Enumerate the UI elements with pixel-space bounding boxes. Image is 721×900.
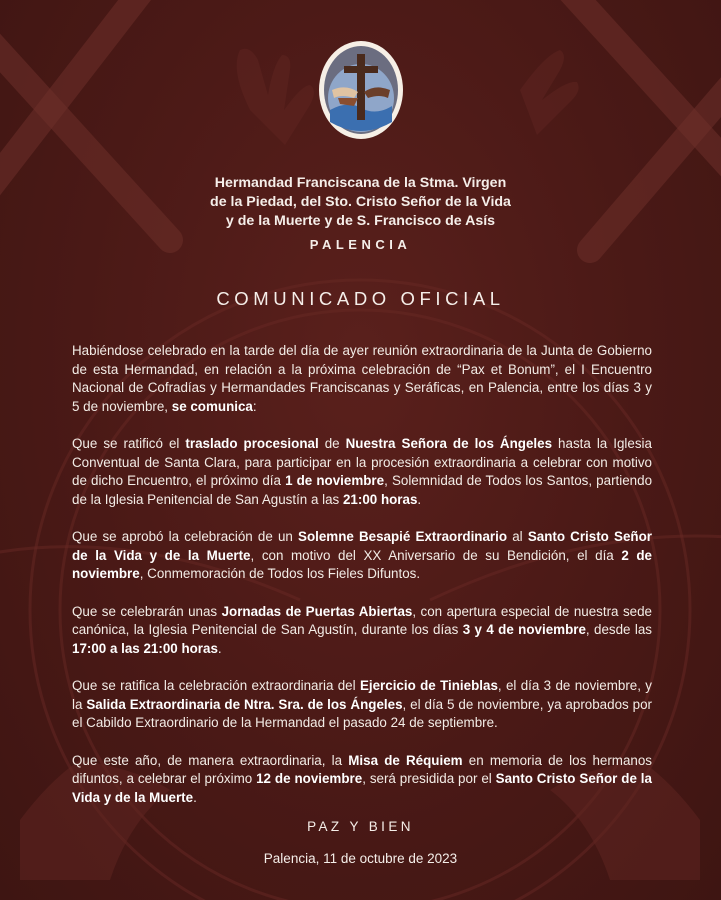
brotherhood-header xyxy=(0,174,721,252)
brotherhood-name-line-1: Hermandad Franciscana de la Stma. Virgen xyxy=(214,175,507,191)
city-name: PALENCIA xyxy=(309,237,412,252)
brotherhood-name-line-2: de la Piedad, del Sto. Cristo Señor de la Vida xyxy=(210,194,511,210)
paragraph-tinieblas: Que se ratifica la celebración extraordinaria del Ejercicio de Tinieblas, el día 3 de noviembre, y la Salida Extraordinaria de Ntra. Sra. de los Ángeles, el día 5 de noviembre, ya aprobados por el Cabildo Extraordinario de la Hermandad el pasado 24 de septiembre. xyxy=(72,678,652,730)
closing-greeting: PAZ Y BIEN xyxy=(307,819,414,834)
paragraph-requiem: Que este año, de manera extraordinaria, la Misa de Réquiem en memoria de los hermanos difuntos, a celebrar el próximo 12 de noviembre, será presidida por el Santo Cristo Señor de la Vida y de la Muerte. xyxy=(72,752,652,805)
cross-franciscan-arms-icon xyxy=(318,40,404,140)
document-title: COMUNICADO OFICIAL xyxy=(216,288,505,309)
paragraph-procession: Que se ratificó el traslado procesional de Nuestra Señora de los Ángeles hasta la Iglesia Conventual de Santa Clara, para participar en la procesión extraordinaria a celebrar con motivo de dicho Encuentro, el próximo día 1 de noviembre, Solemnidad de Todos los Santos, partiendo de la Iglesia Penitencial de San Agustín a las 21:00 horas. xyxy=(72,436,653,507)
paragraph-intro: Habiéndose celebrado en la tarde del día de ayer reunión extraordinaria de la Junta de Gobierno de esta Hermandad, en relación a la próxima celebración de “Pax et Bonum”, el I Encuentro Nacional de Cofradías y Hermandades Franciscanas y Seráficas, en Palencia, entre los días 3 y 5 de noviembre, se comunica: xyxy=(72,343,652,414)
brotherhood-name-line-3: y de la Muerte y de S. Francisco de Asís xyxy=(225,213,496,229)
paragraph-besapie: Que se aprobó la celebración de un Solemne Besapié Extraordinario al Santo Cristo Señor de la Vida y de la Muerte, con motivo del XX Aniversario de su Bendición, el día 2 de noviembre, Conmemoración de Todos los Fieles Difuntos. xyxy=(72,529,652,581)
document-date: Palencia, 11 de octubre de 2023 xyxy=(263,851,458,866)
communique-body xyxy=(72,342,652,826)
paragraph-open-doors: Que se celebrarán unas Jornadas de Puertas Abiertas, con apertura especial de nuestra sede canónica, la Iglesia Penitencial de San Agustín, durante los días 3 y 4 de noviembre, desde las 17:00 a las 21:00 horas. xyxy=(72,603,652,656)
